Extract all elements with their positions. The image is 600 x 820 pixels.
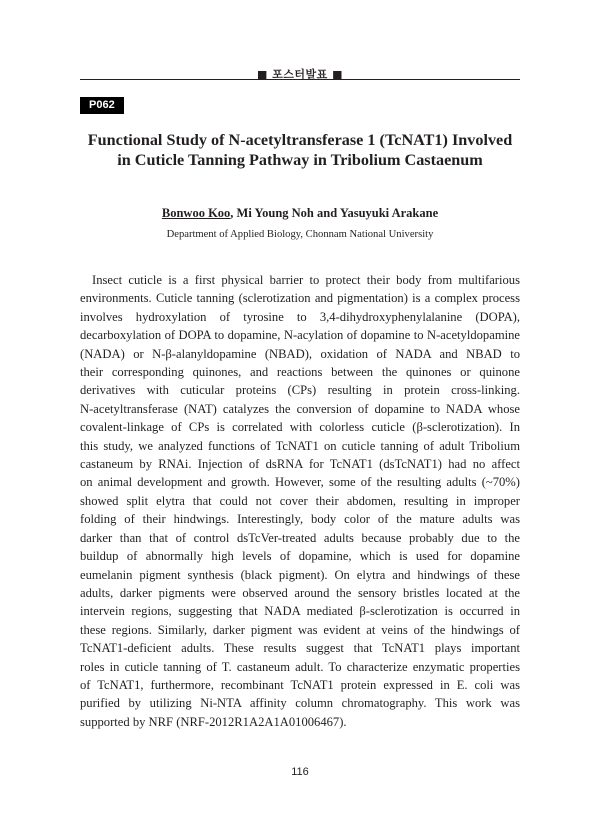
abstract-line: environments. Cuticle tanning (sclerotization and pigmentation) is a complex process <box>80 291 520 306</box>
abstract-body <box>80 271 520 731</box>
abstract-line: Insect cuticle is a first physical barrier to protect their body from multifarious <box>92 273 520 287</box>
poster-id-badge: P062 <box>80 97 124 114</box>
presenting-author: Bonwoo Koo <box>161 206 231 220</box>
abstract-line: roles in cuticle tanning of T. castaneum adult. To characterize enzymatic properties <box>80 659 520 674</box>
abstract-line: their corresponding quinones, and reactions between the quinones or quinone <box>80 365 520 380</box>
abstract-line: eumelanin pigment synthesis (black pigment). On elytra and hindwings of these <box>80 567 520 582</box>
abstract-line: showed split elytra that could not cover their abdomen, resulting in improper <box>80 493 520 508</box>
header-divider <box>80 79 520 80</box>
abstract-line: covalent-linkage of CPs is correlated with colorless cuticle (β-sclerotization). In <box>80 420 520 435</box>
abstract-line: of TcNAT1, furthermore, recombinant TcNAT1 protein expressed in E. coli was <box>80 677 520 692</box>
section-header: ■ 포스터발표 ■ <box>256 68 344 81</box>
abstract-line: derivatives with cuticular proteins (CPs) resulting in protein cross-linking. <box>80 383 520 398</box>
abstract-line: involves hydroxylation of tyrosine to 3,4-dihydroxyphenylalanine (DOPA), <box>80 309 520 324</box>
abstract-line: this study, we analyzed functions of TcNAT1 on cuticle tanning of adult Tribolium <box>80 438 520 453</box>
abstract-line: decarboxylation of DOPA to dopamine, N-acylation of dopamine to N-acetyldopamine <box>80 328 520 343</box>
abstract-line: purified by utilizing Ni-NTA affinity column chromatography. This work was <box>80 696 520 711</box>
affiliation: Department of Applied Biology, Chonnam National University <box>166 229 434 240</box>
abstract-line: supported by NRF (NRF-2012R1A2A1A01006467). <box>80 714 347 729</box>
abstract-line: these regions. Similarly, darker pigment was evident at veins of the hindwings of <box>80 622 520 637</box>
abstract-line: castaneum by RNAi. Injection of dsRNA for TcNAT1 (dsTcNAT1) had no affect <box>80 457 520 472</box>
abstract-line: N-acetyltransferase (NAT) catalyzes the conversion of dopamine to NADA whose <box>80 401 520 416</box>
abstract-line: folding of their hindwings. Interestingly, body color of the mature adults was <box>80 512 520 527</box>
abstract-line: intervein regions, suggesting that NADA mediated β-sclerotization is occurred in <box>80 604 520 619</box>
title-line: in Cuticle Tanning Pathway in Tribolium Castaenum <box>117 151 483 169</box>
page-number: 116 <box>291 766 309 778</box>
abstract-line: darker than that of control dsTcVer-treated adults because probably due to the <box>80 530 520 545</box>
abstract-line: on animal development and growth. However, some of the resulting adults (~70%) <box>80 475 520 490</box>
co-authors: , Mi Young Noh and Yasuyuki Arakane <box>230 206 439 220</box>
paper-title <box>60 130 540 170</box>
abstract-line: adults, darker pigments were observed around the sensory bristles located at the <box>80 585 520 600</box>
author-list <box>0 206 600 221</box>
abstract-line: (NADA) or N-β-alanyldopamine (NBAD), oxidation of NADA and NBAD to <box>80 346 520 361</box>
abstract-line: buildup of abnormally high levels of dopamine, which is used for dopamine <box>80 549 520 564</box>
title-line: Functional Study of N-acetyltransferase 1 (TcNAT1) Involved <box>87 131 513 149</box>
abstract-line: TcNAT1-deficient adults. These results suggest that TcNAT1 plays important <box>80 641 520 656</box>
